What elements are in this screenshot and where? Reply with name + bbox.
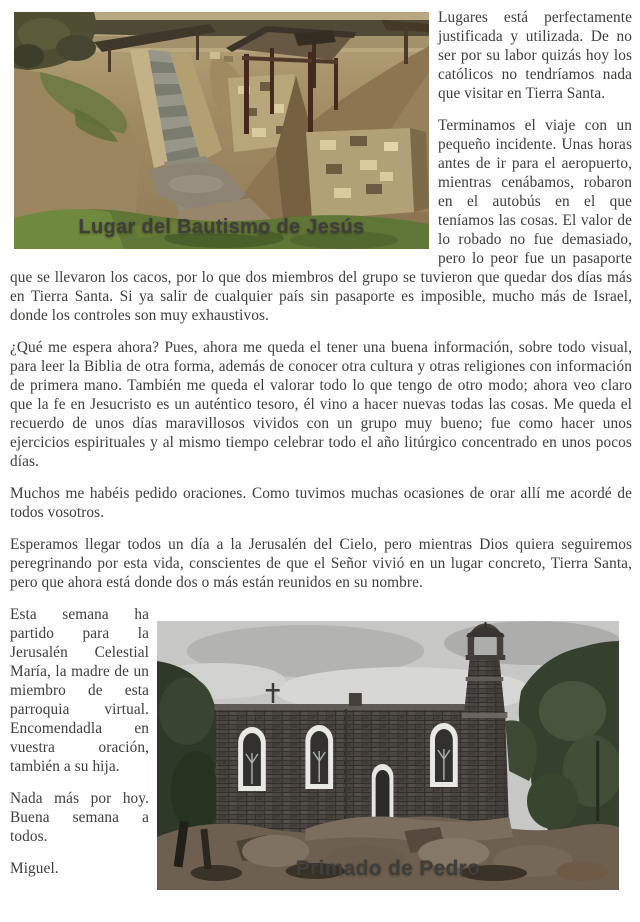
paragraph-semana-text: Esta semana ha partido para la Jerusalén Celestial María, la madre de un miembro de esta parroquia virtual. Encomendadla en vuestra oración, también a su hija. [10,606,149,775]
paragraph-despedida: Nada más por hoy. Buena semana a todos. [10,790,149,845]
paragraph-incident: Terminamos el viaje con un pequeño incidente. Unas horas antes de ir para el aeropuerto, mientras cenábamos, robaron en el autobús en el que teníamos las cosas. El valor de lo robado no fue demasiado, pero lo peor fue un pasaporte que se llevaron los cacos, por lo que dos miembros del grupo se tuvieron que quedar dos días más en Tierra Santa. Si ya salir de cualquier país sin pasaporte es imposible, mucho más de Israel, donde los controles son muy exhaustivos. [10,117,632,324]
paragraph-intro-text: Lugares está perfectamente justificada y utilizada. De no ser por su labor quizás hoy los católicos no tendríamos nada que visitar en Tierra Santa. [438,9,632,102]
paragraph-oraciones: Muchos me habéis pedido oraciones. Como tuvimos muchas ocasiones de orar allí me acordé de todos vosotros. [10,485,632,521]
baptism-photo-caption: Lugar del Bautismo de Jesús [78,216,365,238]
primacy-church-photo [157,621,619,890]
primacy-photo-caption: Primado de Pedro [295,857,481,880]
paragraph-que-me-espera: ¿Qué me espera ahora? Pues, ahora me queda el tener una buena información, sobre todo visual, para leer la Biblia de otra forma, además de conocer otra cultura y otras religiones con información de primera mano. También me queda el valorar todo lo que tengo de otro modo; ahora veo claro que la fe en Jesucristo es un auténtico tesoro, él vino a hacer nuevas todas las cosas. Me queda el recuerdo de unos días maravillosos vividos con un grupo muy bueno; fue como hacer unos ejercicios espirituales y al mismo tiempo celebrar todo el año litúrgico concentrado en unos pocos días. [10,339,632,470]
paragraph-firma: Miguel. [10,860,59,877]
baptism-site-photo [14,12,429,249]
paragraph-jerusalen: Esperamos llegar todos un día a la Jerusalén del Cielo, pero mientras Dios quiera seguiremos peregrinando por esta vida, conscientes de que el Señor vivió en un lugar concreto, Tierra Santa, pero que ahora está donde dos o más están reunidos en su nombre. [10,536,632,591]
